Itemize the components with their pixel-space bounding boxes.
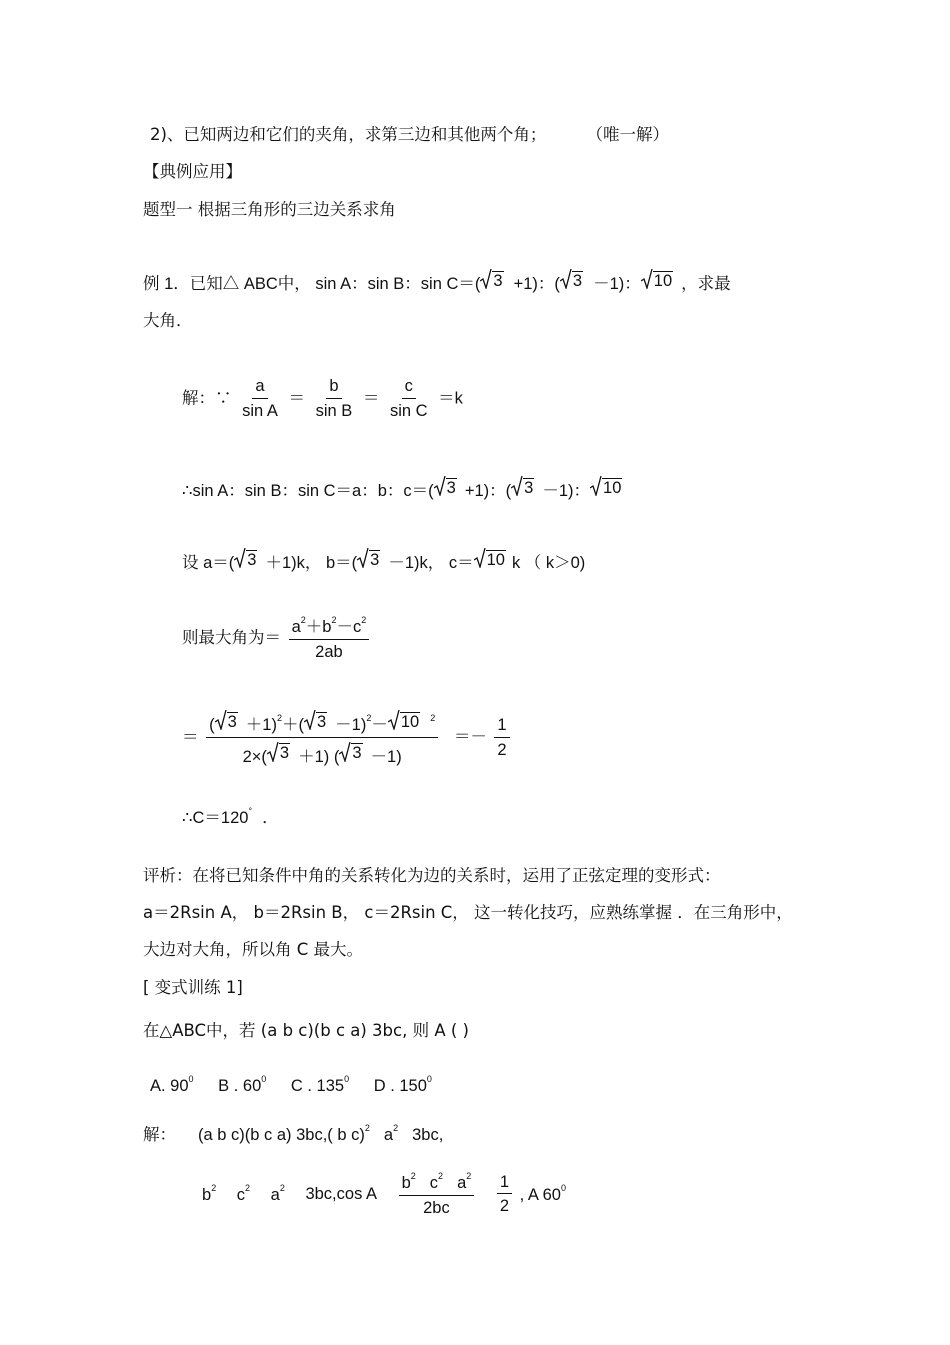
solution-ratio-line: ∴sin A：sin B：sin C＝a：b：c＝( 3 +1)：( 3 －1)： 10 (182, 476, 622, 500)
fraction-c-sinC: $\frac{c}{\text{sin C}}$ (389, 377, 428, 420)
sqrt-3: 3 (339, 742, 362, 762)
numeric-evaluation: ＝ ( 3 ＋1)$^2$＋( 3 －1)$^2$－ 10 $^2$ 2×( 3 ＋1) ( 3 －1) ＝－ $\frac{1}{2}$ (182, 710, 513, 765)
sqrt-3: 3 (267, 742, 290, 762)
variant-question: 在△ABC中，若 (a b c)(b c a) 3bc, 则 A ( ) (143, 1021, 469, 1040)
sqrt-3: 3 (511, 476, 534, 496)
method-line-text: 2)、已知两边和它们的夹角，求第三边和其他两个角； (150, 125, 547, 144)
sqrt-10: 10 (474, 548, 506, 568)
sqrt-3: 3 (560, 269, 583, 289)
example-1-line: 例 1．已知△ ABC中， sin A：sin B：sin C＝( 3 +1)：( 3 －1)： 10 ，求最 (143, 269, 731, 293)
cosA-fraction: $\frac{b^2 c^2 a^2}{2bc}$ (399, 1172, 475, 1216)
fraction-a-sinA: $\frac{a}{\text{sin A}}$ (242, 377, 278, 420)
sqrt-10: 10 (590, 476, 622, 496)
solution-sine-law: 解：∵ $\frac{a}{\text{sin A}}$ ＝ $\frac{b}{\text{sin B}}$ ＝ $\frac{c}{\text{sin C}}$ ＝k (182, 377, 463, 420)
option-d: D . $150^0$ (373, 1074, 432, 1095)
sqrt-3: 3 (304, 710, 327, 730)
fraction-b-sinB: $\frac{b}{\text{sin B}}$ (315, 377, 353, 420)
section-heading: 【典例应用】 (143, 162, 242, 181)
option-b: B . $60^0$ (218, 1074, 267, 1095)
comment-line-2: a＝2Rsin A， b＝2Rsin B， c＝2Rsin C， 这一转化技巧，应熟练掌握 ．在三角形中， (143, 903, 793, 922)
sqrt-3: 3 (357, 548, 380, 568)
solution-let-line: 设 a＝( 3 ＋1)k， b＝( 3 －1)k， c＝ 10 k （ k＞0) (182, 548, 585, 572)
evaluation-fraction: ( 3 ＋1)$^2$＋( 3 －1)$^2$－ 10 $^2$ 2×( 3 ＋1) ( 3 －1) (206, 710, 438, 765)
variant-solution-line-2: $b^2$ $c^2$ $a^2$ 3bc,cos A $\frac{b^2 c^2 a^2}{2bc}$ $\frac{1}{2}$ , A $60^0$ (202, 1171, 566, 1217)
sqrt-10: 10 (388, 710, 420, 730)
conclusion-line: ∴C＝120° ． (182, 806, 279, 827)
sqrt-3: 3 (234, 548, 257, 568)
largest-angle-formula: 则最大角为＝ $\frac{a^2+b^2-c^2}{2ab}$ (182, 616, 372, 660)
type-title: 题型一 根据三角形的三边关系求角 (143, 200, 396, 219)
sqrt-10: 10 (641, 269, 673, 289)
example-1-line-2: 大角． (143, 311, 193, 330)
comment-line-3: 大边对大角，所以角 C 最大。 (143, 940, 364, 959)
option-a: A. $90^0$ (150, 1074, 194, 1095)
option-c: C . $135^0$ (290, 1074, 350, 1095)
sqrt-3: 3 (434, 476, 457, 496)
sqrt-3: 3 (480, 269, 503, 289)
answer-options (150, 1075, 432, 1095)
variant-solution-line-1: 解： (a b c)(b c a) 3bc,( b c)$^2$ $a^2$ 3bc, (143, 1123, 444, 1144)
variant-title: [ 变式训练 1] (143, 978, 243, 997)
cosine-law-fraction: $\frac{a^2+b^2-c^2}{2ab}$ (289, 616, 370, 660)
method-line-2 (150, 127, 669, 144)
half-fraction: $\frac{1}{2}$ (497, 1174, 512, 1215)
result-fraction: $\frac{1}{2}$ (494, 717, 509, 758)
unique-solution-note: （唯一解） (586, 125, 669, 144)
comment-line-1: 评析：在将已知条件中角的关系转化为边的关系时，运用了正弦定理的变形式： (143, 866, 721, 885)
sqrt-3: 3 (215, 710, 238, 730)
